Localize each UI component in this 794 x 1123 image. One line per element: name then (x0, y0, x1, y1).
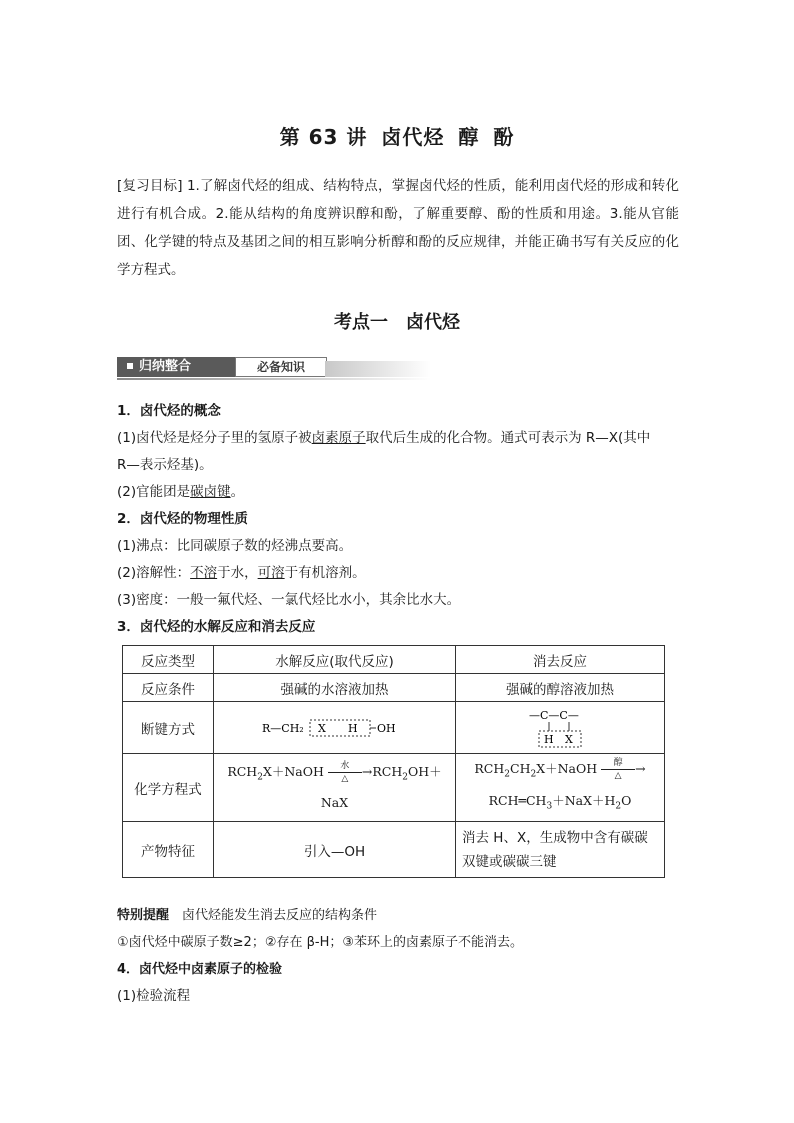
section-banner (117, 357, 431, 381)
tip-text: ①卤代烃中碳原子数≥2；②存在 β-H；③苯环上的卤素原子不能消去。 (117, 935, 524, 950)
table-cell: 强碱的醇溶液加热 (456, 674, 665, 702)
table-cell: 断键方式 (123, 702, 214, 754)
svg-text:H: H (544, 732, 554, 746)
physical-heading: 2．卤代烃的物理性质 (117, 511, 248, 527)
svg-text:X: X (565, 732, 573, 746)
table-cell: 消去 H、X，生成物中含有碳碳双键或碳碳三键 (456, 822, 665, 878)
table-row (123, 702, 665, 754)
reaction-condition: 醇 △ (601, 758, 635, 781)
body-text (117, 398, 679, 641)
physical-p2: (2)溶解性：不溶于水，可溶于有机溶剂。 (117, 565, 366, 581)
svg-text:H: H (347, 721, 358, 735)
table-row (123, 754, 665, 822)
banner-light: 必备知识 (235, 357, 327, 377)
reaction-table (122, 645, 665, 878)
reactions-heading: 3．卤代烃的水解反应和消去反应 (117, 619, 316, 635)
square-icon (127, 363, 133, 369)
detect-p1: (1)检验流程 (117, 988, 191, 1004)
table-row (123, 674, 665, 702)
physical-p1: (1)沸点：比同碳原子数的烃沸点要高。 (117, 538, 353, 554)
concept-p1: (1)卤代烃是烃分子里的氢原子被卤素原子取代后生成的化合物。通式可表示为 R—X(其中 (117, 430, 651, 446)
reaction-condition: 水 △ (328, 761, 362, 784)
table-header-cell: 水解反应(取代反应) (214, 646, 456, 674)
table-cell: 反应条件 (123, 674, 214, 702)
physical-p3: (3)密度：一般一氟代烃、一氯代烃比水小，其余比水大。 (117, 592, 461, 608)
svg-text:R—CH₂: R—CH₂ (261, 721, 304, 735)
arrow-icon: → (635, 761, 646, 776)
elimination-bond-diagram (456, 702, 665, 754)
svg-text:—C—C—: —C—C— (529, 708, 579, 722)
objectives-label: [复习目标] (117, 178, 183, 194)
svg-text:OH: OH (376, 721, 396, 735)
elimination-bond-svg (525, 705, 595, 751)
concept-p2: (2)官能团是碳卤键。 (117, 484, 245, 500)
hydrolysis-bond-svg (260, 716, 410, 740)
table-header-cell: 反应类型 (123, 646, 214, 674)
hydrolysis-bond-diagram (214, 702, 456, 754)
table-row (123, 822, 665, 878)
table-cell: 强碱的水溶液加热 (214, 674, 456, 702)
hydrolysis-equation: $RCH_2X+NaOH$ 水 △ $\to RCH_2OH+$ NaX (214, 754, 456, 822)
table-row (123, 646, 665, 674)
special-tip (117, 902, 687, 1010)
concept-p1-line2: R—表示烃基)。 (117, 457, 213, 473)
table-cell: 产物特征 (123, 822, 214, 878)
table-cell: 引入—OH (214, 822, 456, 878)
concept-heading: 1．卤代烃的概念 (117, 403, 221, 419)
arrow-icon: → (361, 763, 373, 779)
review-objectives (117, 172, 679, 284)
banner-dark: 归纳整合 (117, 357, 235, 377)
lecture-title: 第 63 讲 卤代烃 醇 酚 (279, 125, 515, 149)
banner-rule (117, 378, 431, 380)
banner-fade (325, 361, 431, 377)
table-header-cell: 消去反应 (456, 646, 665, 674)
table-cell: 化学方程式 (123, 754, 214, 822)
section-title: 考点一 卤代烃 (334, 312, 460, 333)
detect-heading: 4．卤代烃中卤素原子的检验 (117, 962, 283, 977)
elimination-equation: $RCH_2CH_2X+NaOH$ 醇 △ → $RCH═CH_3+NaX+H_2O$ (456, 754, 665, 822)
svg-text:X: X (317, 721, 326, 735)
tip-title: 特别提醒 卤代烃能发生消去反应的结构条件 (117, 908, 378, 923)
objectives-text: 1.了解卤代烃的组成、结构特点，掌握卤代烃的性质，能利用卤代烃的形成和转化进行有机合成。2.能从结构的角度辨识醇和酚，了解重要醇、酚的性质和用途。3.能从官能团、化学键的特点及基团之间的相互影响分析醇和酚的反应规律，并能正确书写有关反应的化学方程式。 (117, 178, 679, 278)
